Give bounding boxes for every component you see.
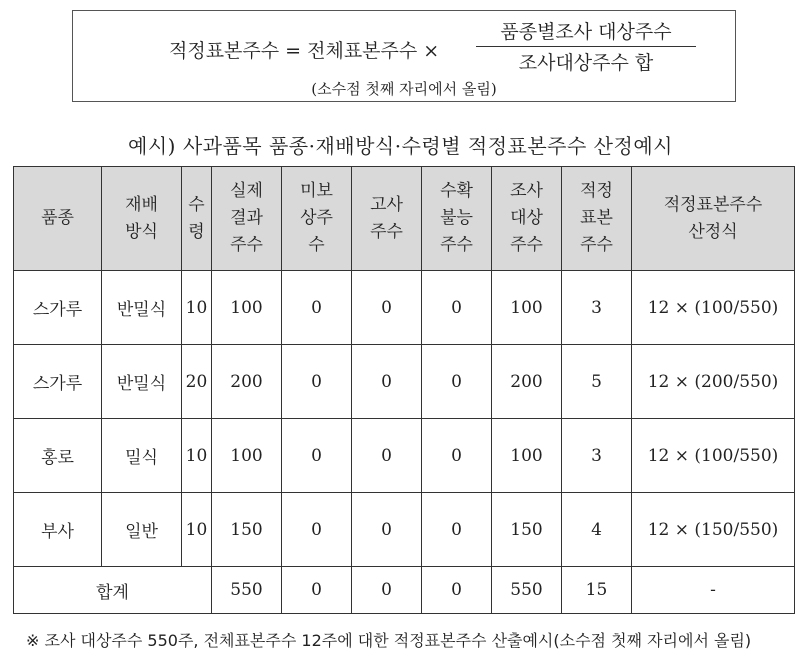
cell-actual-count: 150 — [212, 493, 282, 567]
table-row — [14, 493, 795, 567]
formula-denominator: 조사대상주수 합 — [518, 52, 654, 74]
header-line: 재배 — [125, 194, 158, 215]
header-line: 산정식 — [688, 221, 738, 242]
cell-unharvestable: 0 — [422, 493, 492, 567]
cell-sample-formula: 12 × (200/550) — [632, 345, 795, 419]
header-line: 미보 — [300, 181, 333, 201]
cell-variety: 스가루 — [14, 271, 102, 345]
cell-variety: 부사 — [14, 493, 102, 567]
header-survey-target — [492, 167, 562, 271]
header-tree-age — [182, 167, 212, 271]
cell-unprotected: 0 — [282, 271, 352, 345]
header-line: 적정 — [580, 181, 613, 201]
formula-numerator: 품종별조사 대상주수 — [500, 21, 672, 43]
header-line: 주수 — [580, 235, 613, 255]
formula-note: (소수점 첫째 자리에서 올림) — [311, 80, 497, 98]
formula-box — [72, 10, 736, 102]
header-unharvestable — [422, 167, 492, 271]
cell-survey-target: 150 — [492, 493, 562, 567]
cell-actual-count: 100 — [212, 419, 282, 493]
cell-survey-target: 100 — [492, 419, 562, 493]
total-survey: 550 — [492, 567, 562, 614]
cell-sample-formula: 12 × (100/550) — [632, 419, 795, 493]
cell-sample-count: 5 — [562, 345, 632, 419]
header-line: 수 — [188, 194, 205, 215]
header-actual-count — [212, 167, 282, 271]
cell-sample-count: 3 — [562, 271, 632, 345]
cell-cultivation: 반밀식 — [102, 345, 182, 419]
cell-cultivation: 일반 — [102, 493, 182, 567]
header-line: 령 — [188, 221, 205, 242]
sample-table — [13, 166, 795, 614]
header-line: 대상 — [510, 208, 543, 228]
formula-fraction — [476, 17, 696, 75]
header-line: 주수 — [440, 235, 473, 255]
header-line: 주수 — [510, 235, 543, 255]
cell-survey-target: 100 — [492, 271, 562, 345]
table-row — [14, 271, 795, 345]
total-unharvestable: 0 — [422, 567, 492, 614]
header-line: 방식 — [125, 221, 158, 242]
table-row — [14, 419, 795, 493]
header-sample-count — [562, 167, 632, 271]
cell-tree-age: 10 — [182, 271, 212, 345]
total-sample: 15 — [562, 567, 632, 614]
header-variety — [14, 167, 102, 271]
table-row — [14, 345, 795, 419]
cell-cultivation: 밀식 — [102, 419, 182, 493]
total-formula: - — [632, 567, 795, 614]
header-line: 표본 — [580, 208, 613, 228]
footnote: ※ 조사 대상주수 550주, 전체표본주수 12주에 대한 적정표본주수 산출예시(소수점 첫째 자리에서 올림) — [26, 631, 752, 650]
cell-sample-count: 4 — [562, 493, 632, 567]
cell-survey-target: 200 — [492, 345, 562, 419]
cell-unharvestable: 0 — [422, 345, 492, 419]
cell-variety: 홍로 — [14, 419, 102, 493]
cell-variety: 스가루 — [14, 345, 102, 419]
table-body — [14, 271, 795, 614]
cell-tree-age: 10 — [182, 493, 212, 567]
header-unprotected — [282, 167, 352, 271]
cell-sample-formula: 12 × (100/550) — [632, 271, 795, 345]
cell-unprotected: 0 — [282, 345, 352, 419]
cell-dead: 0 — [352, 419, 422, 493]
total-label: 합계 — [14, 567, 212, 614]
header-line: 품종 — [41, 208, 74, 228]
header-line: 실제 — [230, 181, 263, 201]
cell-cultivation: 반밀식 — [102, 271, 182, 345]
cell-dead: 0 — [352, 493, 422, 567]
header-line: 고사 — [370, 194, 403, 215]
cell-unprotected: 0 — [282, 493, 352, 567]
cell-unharvestable: 0 — [422, 419, 492, 493]
total-row — [14, 567, 795, 614]
cell-unprotected: 0 — [282, 419, 352, 493]
header-line: 주수 — [370, 221, 403, 242]
header-line: 수 — [308, 235, 325, 255]
total-actual: 550 — [212, 567, 282, 614]
cell-dead: 0 — [352, 271, 422, 345]
total-dead: 0 — [352, 567, 422, 614]
cell-actual-count: 100 — [212, 271, 282, 345]
formula-lhs: 적정표본주수 = 전체표본주수 × — [169, 40, 440, 62]
header-line: 상주 — [300, 208, 333, 228]
header-line: 주수 — [230, 235, 263, 255]
header-line: 결과 — [230, 208, 263, 228]
cell-sample-formula: 12 × (150/550) — [632, 493, 795, 567]
header-line: 조사 — [510, 181, 543, 201]
fraction-bar — [476, 46, 696, 47]
table-title: 예시) 사과품목 품종·재배방식·수령별 적정표본주수 산정예시 — [128, 134, 673, 158]
cell-actual-count: 200 — [212, 345, 282, 419]
cell-tree-age: 20 — [182, 345, 212, 419]
header-dead — [352, 167, 422, 271]
header-line: 적정표본주수 — [663, 194, 763, 215]
header-line: 수확 — [440, 181, 473, 201]
cell-dead: 0 — [352, 345, 422, 419]
header-line: 불능 — [440, 208, 473, 228]
header-row — [14, 167, 795, 271]
total-unprotected: 0 — [282, 567, 352, 614]
header-sample-formula — [632, 167, 795, 271]
cell-tree-age: 10 — [182, 419, 212, 493]
cell-unharvestable: 0 — [422, 271, 492, 345]
cell-sample-count: 3 — [562, 419, 632, 493]
header-cultivation — [102, 167, 182, 271]
